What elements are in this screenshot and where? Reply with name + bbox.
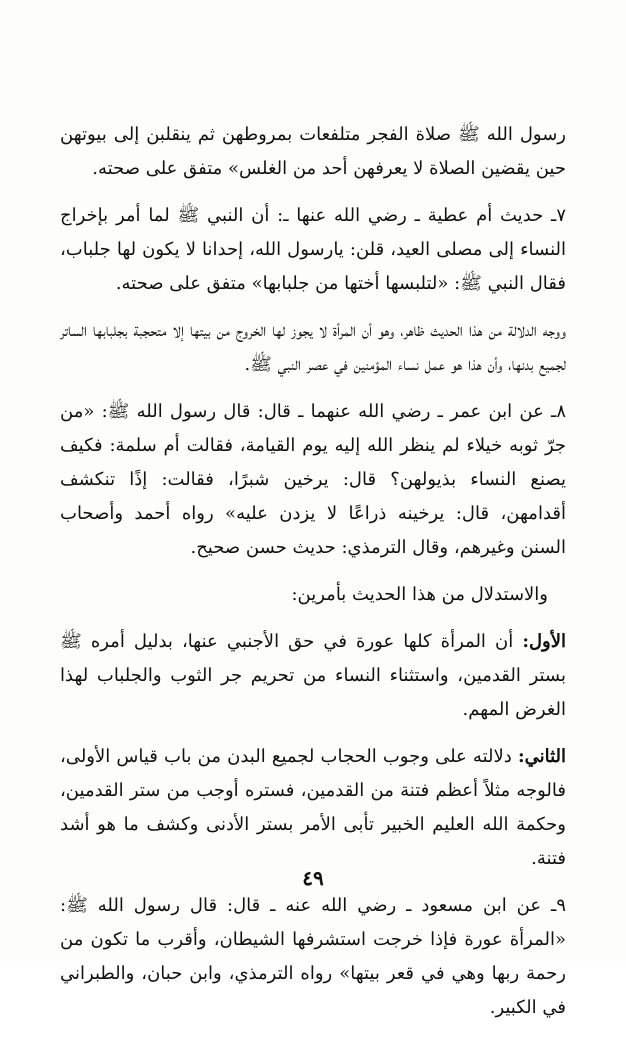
paragraph-hadith-9 — [60, 889, 566, 1025]
paragraph-second-point — [60, 740, 566, 876]
paragraph-text: ٧ـ حديث أم عطية ـ رضي الله عنها ـ: أن النبي ﷺ لما أمر بإخراج النساء إلى مصلى العيد، قلن: يارسول الله، إحدانا لا يكون لها جلباب، فقال النبي ﷺ: «لتلبسها أختها من جلبابها» متفق على صحته. — [60, 205, 566, 294]
paragraph-text: أن المرأة كلها عورة في حق الأجنبي عنها، بدليل أمره ﷺ بستر القدمين، واستثناء النساء من تحريم جر الثوب والجلباب لهذا الغرض المهم. — [60, 631, 566, 720]
paragraph-text: ووجه الدلالة من هذا الحديث ظاهر، وهو أن المرأة لا يجوز لها الخروج من بيتها إلا متحجبة بجلبابها الساتر لجميع بدنها، وأن هذا هو عمل نساء المؤمنين في عصر النبي ﷺ. — [60, 320, 566, 375]
paragraph-hadith-6-end — [60, 118, 566, 186]
paragraph-hadith-7 — [60, 199, 566, 301]
point-label: الثاني: — [517, 746, 566, 767]
page-body — [60, 118, 566, 1038]
paragraph-text: ٨ـ عن ابن عمر ـ رضي الله عنهما ـ قال: قال رسول الله ﷺ: «من جرّ ثوبه خيلاء لم ينظر الله إليه يوم القيامة، فقالت أم سلمة: فكيف يصنع النساء بذيولهن؟ قال: يرخين شبرًا، فقالت: إذًا تنكشف أقدامهن، قال: يرخينه ذراعًا لا يزدن عليه» رواه أحمد وأصحاب السنن وغيرهم، وقال الترمذي: حديث حسن صحيح. — [60, 401, 566, 558]
paragraph-text: رسول الله ﷺ صلاة الفجر متلفعات بمروطهن ثم ينقلبن إلى بيوتهن حين يقضين الصلاة لا يعرفهن أحد من الغلس» متفق على صحته. — [60, 124, 566, 179]
paragraph-text: دلالته على وجوب الحجاب لجميع البدن من باب قياس الأولى، فالوجه مثلاً أعظم فتنة من القدمين، فستره أوجب من ستر القدمين، وحكمة الله العليم الخبير تأبى الأمر بستر الأدنى وكشف ما هو أشد فتنة. — [60, 746, 566, 869]
point-label: الأول: — [522, 631, 566, 652]
page-number: ٤٩ — [302, 866, 324, 890]
paragraph-two-points-intro — [60, 578, 566, 612]
paragraph-first-point — [60, 625, 566, 727]
paragraph-hadith-8 — [60, 395, 566, 565]
paragraph-evidence-explanation — [60, 314, 566, 382]
paragraph-text: ٩ـ عن ابن مسعود ـ رضي الله عنه ـ قال: قال رسول الله ﷺ: «المرأة عورة فإذا خرجت استشرفها الشيطان، وأقرب ما تكون من رحمة ربها وهي في قعر بيتها» رواه الترمذي، وابن حبان، والطبراني في الكبير. — [60, 895, 566, 1018]
paragraph-text: والاستدلال من هذا الحديث بأمرين: — [291, 584, 548, 605]
